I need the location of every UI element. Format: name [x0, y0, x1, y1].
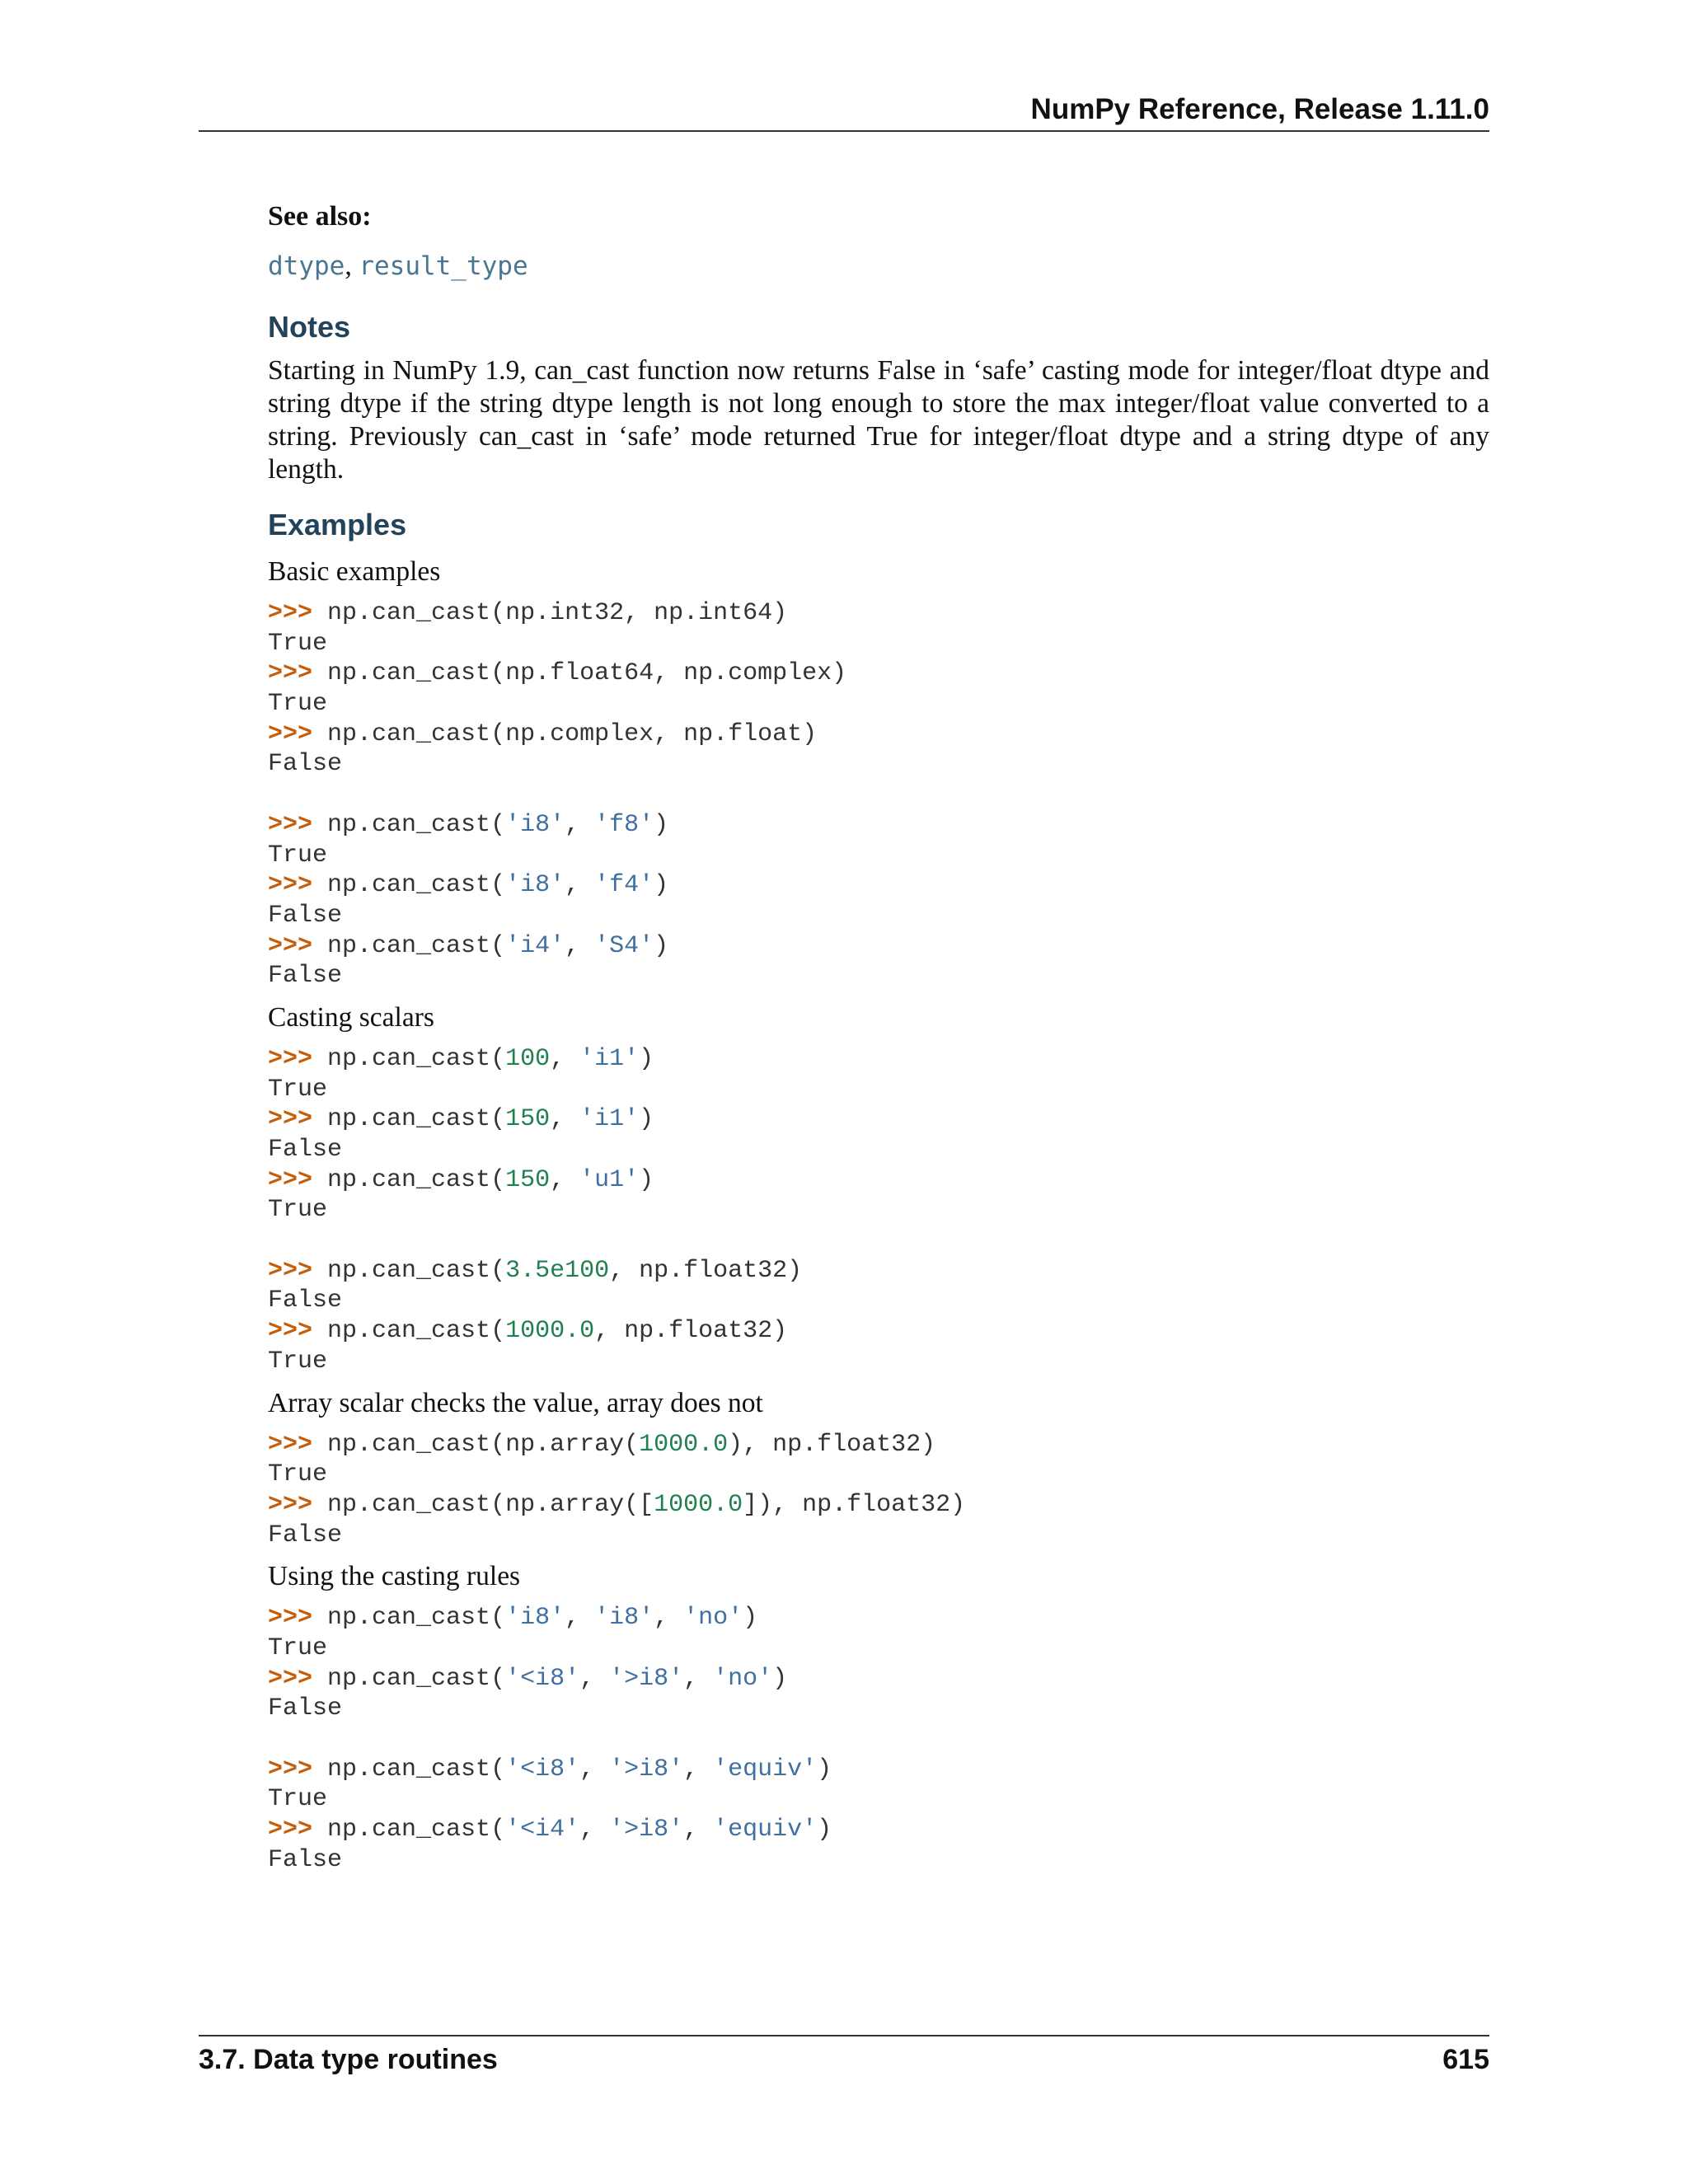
prompt-marker: >>> [268, 810, 313, 839]
running-footer [199, 2039, 1489, 2080]
prompt-marker: >>> [268, 1755, 313, 1783]
code-token: np.can_cast( [327, 1256, 506, 1285]
code-token: ) [639, 1044, 654, 1073]
code-string: 'i8' [594, 1604, 654, 1633]
code-token: np.can_cast( [327, 871, 506, 900]
prompt-marker: >>> [268, 659, 313, 688]
code-output-line: True [268, 1785, 328, 1814]
code-token: , [579, 1816, 610, 1844]
footer-rule [199, 2035, 1489, 2036]
code-token: ) [654, 871, 669, 900]
code-string: '<i8' [505, 1755, 580, 1783]
page-content [268, 196, 1489, 1875]
code-input-line [268, 931, 1489, 962]
code-number: 100 [505, 1044, 551, 1073]
prompt-marker: >>> [268, 1664, 313, 1693]
code-output-line: False [268, 750, 343, 779]
code-token: np.can_cast( [327, 1317, 506, 1346]
prompt-marker: >>> [268, 1317, 313, 1346]
code-string: '>i8' [609, 1816, 684, 1844]
code-output-line: True [268, 629, 328, 658]
prompt-marker: >>> [268, 599, 313, 627]
code-input-line [268, 1044, 1489, 1075]
code-output-line: False [268, 1286, 343, 1315]
code-token: , np.float32) [609, 1256, 803, 1285]
code-string: 'i8' [505, 810, 565, 839]
code-string: 'i1' [579, 1044, 640, 1073]
code-block [268, 598, 1489, 991]
code-string: 'S4' [594, 931, 654, 960]
example-label: Basic examples [268, 556, 441, 587]
code-input-line [268, 1815, 1489, 1845]
code-string: '<i4' [505, 1816, 580, 1844]
code-block [268, 1603, 1489, 1875]
prompt-marker: >>> [268, 1105, 313, 1134]
code-string: 'i8' [505, 1604, 565, 1633]
code-token: , [550, 1105, 580, 1134]
code-input-line [268, 598, 1489, 629]
code-token: np.can_cast( [327, 1044, 506, 1073]
code-token: np.can_cast( [327, 1165, 506, 1194]
code-number: 150 [505, 1165, 551, 1194]
code-token: , [565, 810, 595, 839]
code-input-line [268, 1603, 1489, 1633]
code-token: np.can_cast( [327, 1755, 506, 1783]
code-token: , [565, 931, 595, 960]
code-input-line [268, 1430, 1489, 1460]
code-output-line: False [268, 962, 343, 991]
code-string: 'f4' [594, 871, 654, 900]
code-token: ) [639, 1165, 654, 1194]
code-block [268, 1044, 1489, 1377]
examples-container [268, 555, 1489, 1875]
code-output-line: False [268, 1694, 343, 1723]
code-token: , [654, 1604, 684, 1633]
code-token: np.can_cast( [327, 1604, 506, 1633]
running-header: NumPy Reference, Release 1.11.0 [1030, 93, 1489, 125]
code-token: np.can_cast( [327, 1664, 506, 1693]
prompt-marker: >>> [268, 1490, 313, 1519]
code-input-line [268, 1256, 1489, 1286]
code-input-line [268, 1755, 1489, 1785]
code-token: , [683, 1664, 714, 1693]
code-token: , [579, 1664, 610, 1693]
header-rule [199, 130, 1489, 132]
code-token: np.can_cast( [327, 810, 506, 839]
prompt-marker: >>> [268, 1044, 313, 1073]
code-input-line [268, 1490, 1489, 1521]
prompt-marker: >>> [268, 1430, 313, 1459]
page-number: 615 [1442, 2044, 1489, 2075]
code-output-line: False [268, 901, 343, 930]
code-input-line [268, 1104, 1489, 1135]
code-token: , [683, 1816, 714, 1844]
code-output-line: True [268, 690, 328, 719]
code-token: , [565, 871, 595, 900]
code-token: ), np.float32) [728, 1430, 936, 1459]
code-token: ) [817, 1755, 832, 1783]
code-string: 'i1' [579, 1105, 640, 1134]
code-input-line [268, 870, 1489, 901]
code-token: np.can_cast(np.int32, np.int64) [327, 599, 788, 627]
notes-paragraph: Starting in NumPy 1.9, can_cast function now returns False in ‘safe’ casting mode for integer/float dtype and string dtype if the string dtype length is not long enough to store the max integer/float value converted to a string. Previously can_cast in ‘safe’ mode returned True for integer/float dtype and a string dtype of any length. [268, 355, 1489, 485]
code-token: , [565, 1604, 595, 1633]
code-string: 'equiv' [713, 1755, 818, 1783]
code-input-line [268, 719, 1489, 750]
code-string: 'u1' [579, 1165, 640, 1194]
code-token: , [579, 1755, 610, 1783]
code-token: ) [639, 1105, 654, 1134]
code-output-line: False [268, 1845, 343, 1874]
example-label: Array scalar checks the value, array does not [268, 1387, 763, 1418]
code-string: 'no' [683, 1604, 743, 1633]
code-token: np.can_cast( [327, 1816, 506, 1844]
code-token: , [683, 1755, 714, 1783]
code-token: np.can_cast( [327, 1105, 506, 1134]
link-separator: , [345, 251, 359, 281]
code-token: , [550, 1165, 580, 1194]
code-output-line: True [268, 841, 328, 869]
see-also-title: See also: [268, 201, 372, 232]
example-label: Using the casting rules [268, 1561, 521, 1592]
code-input-line [268, 1316, 1489, 1347]
code-token: np.can_cast( [327, 931, 506, 960]
prompt-marker: >>> [268, 871, 313, 900]
code-blank-line [268, 1226, 1489, 1256]
code-output-line: True [268, 1075, 328, 1104]
link-result-type[interactable]: result_type [359, 251, 528, 281]
code-string: 'i8' [505, 871, 565, 900]
code-blank-line [268, 1724, 1489, 1755]
code-input-line [268, 810, 1489, 841]
code-input-line [268, 1664, 1489, 1694]
footer-section-title: 3.7. Data type routines [199, 2044, 498, 2075]
prompt-marker: >>> [268, 1816, 313, 1844]
code-token: np.can_cast(np.float64, np.complex) [327, 659, 847, 688]
code-token: ]), np.float32) [743, 1490, 966, 1519]
code-output-line: False [268, 1521, 343, 1549]
code-token: ) [817, 1816, 832, 1844]
code-number: 150 [505, 1105, 551, 1134]
prompt-marker: >>> [268, 1165, 313, 1194]
see-also-links [268, 246, 1489, 287]
notes-heading: Notes [268, 310, 351, 344]
code-input-line [268, 1165, 1489, 1196]
code-output-line: True [268, 1460, 328, 1489]
code-token: np.can_cast(np.array( [327, 1430, 640, 1459]
code-string: '<i8' [505, 1664, 580, 1693]
link-dtype[interactable]: dtype [268, 251, 345, 281]
code-number: 3.5e100 [505, 1256, 610, 1285]
code-string: 'no' [713, 1664, 773, 1693]
code-input-line [268, 658, 1489, 689]
code-output-line: True [268, 1347, 328, 1376]
code-blank-line [268, 780, 1489, 810]
code-number: 1000.0 [639, 1430, 729, 1459]
code-output-line: True [268, 1196, 328, 1225]
prompt-marker: >>> [268, 1256, 313, 1285]
examples-heading: Examples [268, 508, 407, 541]
code-string: 'equiv' [713, 1816, 818, 1844]
code-string: '>i8' [609, 1755, 684, 1783]
code-token: np.can_cast(np.array([ [327, 1490, 654, 1519]
code-token: ) [654, 931, 669, 960]
code-output-line: False [268, 1136, 343, 1164]
code-output-line: True [268, 1633, 328, 1662]
code-token: np.can_cast(np.complex, np.float) [327, 719, 818, 748]
example-label: Casting scalars [268, 1001, 434, 1033]
code-token: ) [772, 1664, 788, 1693]
prompt-marker: >>> [268, 1604, 313, 1633]
code-string: 'f8' [594, 810, 654, 839]
code-token: ) [654, 810, 669, 839]
code-token: , [550, 1044, 580, 1073]
code-token: ) [743, 1604, 758, 1633]
code-token: , np.float32) [594, 1317, 788, 1346]
code-number: 1000.0 [654, 1490, 743, 1519]
prompt-marker: >>> [268, 719, 313, 748]
code-block [268, 1430, 1489, 1551]
code-number: 1000.0 [505, 1317, 595, 1346]
code-string: '>i8' [609, 1664, 684, 1693]
prompt-marker: >>> [268, 931, 313, 960]
code-string: 'i4' [505, 931, 565, 960]
